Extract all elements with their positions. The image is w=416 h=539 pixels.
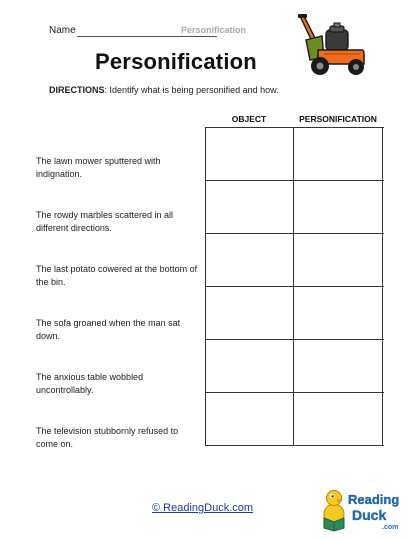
directions-text: : Identify what is being personified and how. [104, 85, 279, 95]
personification-answer-box[interactable] [294, 340, 383, 392]
name-line [77, 36, 217, 37]
logo-suffix: .com [382, 524, 399, 531]
answer-grid [205, 127, 384, 446]
sentence-6: The television stubbornly refused to come on. [36, 426, 179, 449]
footer-link[interactable]: © ReadingDuck.com [152, 502, 254, 514]
grid-row [206, 287, 384, 340]
object-answer-box[interactable] [206, 234, 294, 286]
sentence-1: The lawn mower sputtered with indignation. [36, 156, 161, 179]
logo-line2: Duck [352, 507, 387, 523]
object-answer-box[interactable] [206, 287, 294, 339]
personification-answer-box[interactable] [294, 234, 383, 286]
sentence-4: The sofa groaned when the man sat down. [36, 318, 181, 341]
personification-answer-box[interactable] [294, 393, 383, 445]
grid-row [206, 128, 384, 181]
sentence-5: The anxious table wobbled uncontrollably. [36, 372, 144, 395]
lawn-mower-icon [296, 14, 366, 78]
worksheet-hint: Personification [181, 25, 247, 35]
object-answer-box[interactable] [206, 393, 294, 445]
personification-answer-box[interactable] [294, 287, 383, 339]
grid-row [206, 340, 384, 393]
logo-line1: Reading [348, 492, 400, 507]
grid-row [206, 181, 384, 234]
column-header-object: OBJECT [231, 114, 267, 124]
directions [49, 85, 279, 95]
grid-row [206, 393, 384, 446]
object-answer-box[interactable] [206, 340, 294, 392]
column-header-personification: PERSONIFICATION [299, 114, 377, 124]
page-title: Personification [95, 49, 257, 74]
grid-row [206, 234, 384, 287]
personification-answer-box[interactable] [294, 181, 383, 233]
name-row [49, 25, 247, 36]
object-answer-box[interactable] [206, 128, 294, 180]
sentence-2: The rowdy marbles scattered in all different directions. [36, 210, 174, 233]
personification-answer-box[interactable] [294, 128, 383, 180]
sentence-3: The last potato cowered at the bottom of the bin. [36, 264, 198, 287]
object-answer-box[interactable] [206, 181, 294, 233]
reading-duck-logo [322, 484, 406, 532]
name-label: Name [49, 25, 76, 36]
directions-label: DIRECTIONS [49, 85, 105, 95]
